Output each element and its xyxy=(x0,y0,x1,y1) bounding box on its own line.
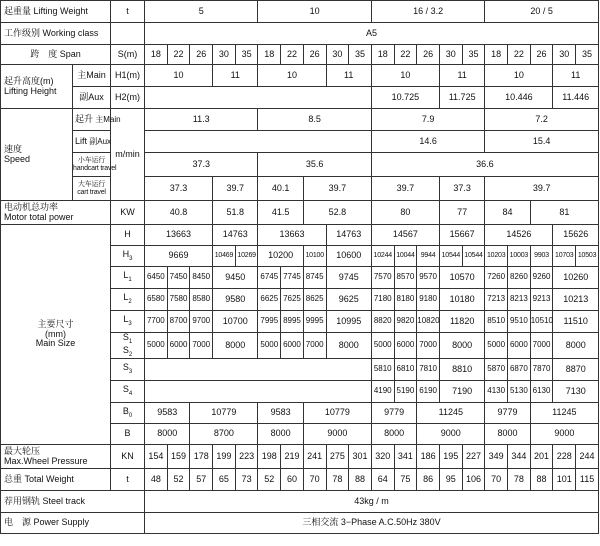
table-row xyxy=(1,225,599,246)
table-cell: 10100 xyxy=(303,246,326,267)
table-cell: 10544 xyxy=(462,246,485,267)
table-cell: 14763 xyxy=(213,225,258,246)
table-cell: 349 xyxy=(485,445,508,469)
row-label xyxy=(73,109,121,131)
table-cell xyxy=(145,381,372,403)
table-cell: 73 xyxy=(235,469,258,491)
table-cell: 7000 xyxy=(190,333,213,359)
table-cell: 7260 xyxy=(485,267,508,289)
table-cell: 10510 xyxy=(530,311,553,333)
table-cell: 78 xyxy=(508,469,531,491)
table-cell: 41.5 xyxy=(258,201,303,225)
table-cell: 35 xyxy=(576,45,599,65)
table-cell: 8700 xyxy=(190,424,258,445)
table-cell: 7580 xyxy=(167,289,190,311)
table-cell: 13663 xyxy=(258,225,326,246)
table-cell: 11.725 xyxy=(439,87,484,109)
table-cell: 主Main xyxy=(73,65,111,87)
table-cell: 70 xyxy=(485,469,508,491)
table-cell: 5190 xyxy=(394,381,417,403)
table-cell: 35 xyxy=(349,45,372,65)
table-cell: KW xyxy=(111,201,145,225)
table-cell: 95 xyxy=(439,469,462,491)
table-cell: 36.6 xyxy=(371,153,598,177)
table-cell: 60 xyxy=(281,469,304,491)
table-cell: 13663 xyxy=(145,225,213,246)
table-cell: 9903 xyxy=(530,246,553,267)
table-cell: 57 xyxy=(190,469,213,491)
row-label: 起重量 Lifting Weight xyxy=(1,1,111,23)
table-cell: 7213 xyxy=(485,289,508,311)
table-cell: KN xyxy=(111,445,145,469)
table-cell: 10200 xyxy=(258,246,303,267)
table-cell: 9213 xyxy=(530,289,553,311)
table-cell: 8213 xyxy=(508,289,531,311)
table-cell: 5000 xyxy=(258,333,281,359)
table-cell: 64 xyxy=(371,469,394,491)
table-cell: 88 xyxy=(349,469,372,491)
table-cell: 8700 xyxy=(167,311,190,333)
table-cell: 4190 xyxy=(371,381,394,403)
table-cell: 10003 xyxy=(508,246,531,267)
table-cell: 7625 xyxy=(281,289,304,311)
table-cell: S(m) xyxy=(111,45,145,65)
table-cell: 106 xyxy=(462,469,485,491)
table-cell: 115 xyxy=(576,469,599,491)
table-cell: 7810 xyxy=(417,359,440,381)
table-cell: H2(m) xyxy=(111,87,145,109)
table-cell: 10779 xyxy=(303,403,371,424)
table-cell: 10700 xyxy=(213,311,258,333)
table-cell: 52.8 xyxy=(303,201,371,225)
table-cell: 18 xyxy=(485,45,508,65)
table-cell: 5870 xyxy=(485,359,508,381)
table-cell: 5000 xyxy=(485,333,508,359)
table-cell: $H_3$ xyxy=(111,246,145,267)
table-cell: 9000 xyxy=(303,424,371,445)
table-cell: 10269 xyxy=(235,246,258,267)
table-row xyxy=(1,65,599,87)
table-cell: 14526 xyxy=(485,225,553,246)
table-cell: 159 xyxy=(167,445,190,469)
table-cell: 10260 xyxy=(553,267,599,289)
label-line: (mm) xyxy=(45,328,66,339)
table-cell: 9583 xyxy=(145,403,190,424)
table-cell: 178 xyxy=(190,445,213,469)
table-row xyxy=(1,445,599,469)
label-line: 最大轮压 xyxy=(4,446,41,457)
table-cell: 7.9 xyxy=(371,109,484,131)
table-cell: 7.2 xyxy=(485,109,599,131)
label-line: Speed xyxy=(4,153,31,164)
table-cell: 186 xyxy=(417,445,440,469)
row-label xyxy=(1,225,111,445)
table-cell: 84 xyxy=(485,201,530,225)
table-cell: t xyxy=(111,469,145,491)
table-cell: 301 xyxy=(349,445,372,469)
table-cell: 219 xyxy=(281,445,304,469)
label-line: 小车运行 xyxy=(77,157,106,165)
table-cell: 8260 xyxy=(508,267,531,289)
table-cell: 244 xyxy=(576,445,599,469)
table-cell: 6450 xyxy=(145,267,168,289)
table-cell: 7000 xyxy=(530,333,553,359)
label-line: 主Main xyxy=(93,114,121,124)
label-line: 电动机总功率 xyxy=(4,202,59,213)
table-cell: 6580 xyxy=(145,289,168,311)
table-cell: 11.446 xyxy=(553,87,599,109)
table-cell: 10 xyxy=(258,1,371,23)
table-cell: 26 xyxy=(303,45,326,65)
table-cell: 5000 xyxy=(371,333,394,359)
table-cell: 10 xyxy=(145,65,213,87)
row-label xyxy=(73,153,117,177)
table-cell: 9944 xyxy=(417,246,440,267)
table-cell: $S_3$ xyxy=(111,359,145,381)
table-cell: m/min xyxy=(111,109,145,201)
table-cell: 9625 xyxy=(326,289,371,311)
table-cell: 15667 xyxy=(439,225,484,246)
table-row xyxy=(1,23,599,45)
table-cell: 6625 xyxy=(258,289,281,311)
table-cell: 10600 xyxy=(326,246,371,267)
table-cell: 10544 xyxy=(439,246,462,267)
table-cell: 10180 xyxy=(439,289,484,311)
table-cell: 10703 xyxy=(553,246,576,267)
table-row xyxy=(1,45,599,65)
row-label xyxy=(73,131,111,153)
table-cell: 22 xyxy=(394,45,417,65)
table-cell: 6870 xyxy=(508,359,531,381)
table-cell: 11510 xyxy=(553,311,599,333)
table-cell: 88 xyxy=(530,469,553,491)
table-row xyxy=(1,109,599,131)
label-line: 副Aux xyxy=(87,136,112,146)
label-line: Motor total power xyxy=(4,211,74,222)
table-cell: 22 xyxy=(281,45,304,65)
table-cell: 6000 xyxy=(508,333,531,359)
label-line: Main Size xyxy=(35,338,76,349)
table-cell: 10 xyxy=(485,65,553,87)
table-cell: 8810 xyxy=(439,359,484,381)
table-cell: 198 xyxy=(258,445,281,469)
table-cell: 30 xyxy=(439,45,462,65)
table-cell: B xyxy=(111,424,145,445)
table-cell: $S_1$ $S_2$ xyxy=(111,333,145,359)
table-cell: 18 xyxy=(371,45,394,65)
table-cell: 6810 xyxy=(394,359,417,381)
table-cell: 10.725 xyxy=(371,87,439,109)
table-cell: 320 xyxy=(371,445,394,469)
table-cell: 6190 xyxy=(417,381,440,403)
table-cell: 241 xyxy=(303,445,326,469)
table-cell: 18 xyxy=(145,45,168,65)
label-line: cart travel xyxy=(77,188,106,196)
table-cell: 5130 xyxy=(508,381,531,403)
table-cell: $L_2$ xyxy=(111,289,145,311)
table-cell: 9700 xyxy=(190,311,213,333)
table-cell: 7995 xyxy=(258,311,281,333)
table-cell: 9995 xyxy=(303,311,326,333)
table-row xyxy=(1,201,599,225)
table-cell: 10820 xyxy=(417,311,440,333)
table-cell: 10995 xyxy=(326,311,371,333)
table-cell: 30 xyxy=(213,45,236,65)
table-cell: 16 / 3.2 xyxy=(371,1,484,23)
table-cell: 9180 xyxy=(417,289,440,311)
table-cell: 8000 xyxy=(439,333,484,359)
table-row xyxy=(1,87,599,109)
table-cell xyxy=(111,23,145,45)
table-cell: 39.7 xyxy=(303,177,371,201)
table-cell: 5 xyxy=(145,1,258,23)
row-label xyxy=(73,177,111,201)
table-cell: H1(m) xyxy=(111,65,145,87)
table-cell: 11245 xyxy=(530,403,598,424)
table-cell: 228 xyxy=(553,445,576,469)
table-cell: 35 xyxy=(235,45,258,65)
row-label: 电 源 Power Supply xyxy=(1,513,145,534)
table-cell: 9583 xyxy=(258,403,303,424)
label-line: Lift xyxy=(75,135,88,146)
table-cell: 7000 xyxy=(417,333,440,359)
table-row xyxy=(1,491,599,513)
table-cell: 22 xyxy=(508,45,531,65)
table-cell: 5810 xyxy=(371,359,394,381)
table-cell: 6745 xyxy=(258,267,281,289)
table-cell: 344 xyxy=(508,445,531,469)
table-cell: 副Aux xyxy=(73,87,111,109)
row-label: 工作级别 Working class xyxy=(1,23,111,45)
table-cell: $L_1$ xyxy=(111,267,145,289)
table-cell: 51.8 xyxy=(213,201,258,225)
table-cell: 8745 xyxy=(303,267,326,289)
table-cell: 10469 xyxy=(213,246,236,267)
table-cell: 65 xyxy=(213,469,236,491)
table-cell: 14763 xyxy=(326,225,371,246)
table-cell: 18 xyxy=(258,45,281,65)
row-label: 总重 Total Weight xyxy=(1,469,111,491)
table-cell: 9779 xyxy=(371,403,416,424)
table-cell: 37.3 xyxy=(145,153,258,177)
label-line: Max.Wheel Pressure xyxy=(4,455,88,466)
label-line: 主要尺寸 xyxy=(37,319,74,330)
table-row xyxy=(1,513,599,534)
table-cell: 11 xyxy=(439,65,484,87)
table-cell: $S_4$ xyxy=(111,381,145,403)
table-cell: 9745 xyxy=(326,267,371,289)
table-cell: 7190 xyxy=(439,381,484,403)
row-label xyxy=(1,445,111,469)
table-row xyxy=(1,153,599,177)
table-cell: 14567 xyxy=(371,225,439,246)
table-cell: 39.7 xyxy=(213,177,258,201)
table-cell: 8000 xyxy=(145,424,190,445)
table-cell: 8570 xyxy=(394,267,417,289)
label-line: 起升 xyxy=(75,113,94,124)
table-cell: 9820 xyxy=(394,311,417,333)
row-label xyxy=(1,109,73,201)
table-cell: H xyxy=(111,225,145,246)
table-cell: 227 xyxy=(462,445,485,469)
table-cell: 15626 xyxy=(553,225,599,246)
table-cell xyxy=(145,87,372,109)
row-label: 跨 度 Span xyxy=(1,45,111,65)
table-cell: 39.7 xyxy=(371,177,439,201)
table-cell: 39.7 xyxy=(485,177,599,201)
table-row xyxy=(1,177,599,201)
table-cell xyxy=(145,359,372,381)
table-cell: 86 xyxy=(417,469,440,491)
table-cell: 30 xyxy=(553,45,576,65)
table-cell: 7180 xyxy=(371,289,394,311)
table-cell: 8820 xyxy=(371,311,394,333)
table-cell: 11.3 xyxy=(145,109,258,131)
table-cell: 8180 xyxy=(394,289,417,311)
table-cell: 8000 xyxy=(485,424,530,445)
table-row xyxy=(1,1,599,23)
table-cell: 8000 xyxy=(326,333,371,359)
table-cell: 11245 xyxy=(417,403,485,424)
table-cell: 8.5 xyxy=(258,109,371,131)
table-cell: 70 xyxy=(303,469,326,491)
table-cell: 11 xyxy=(213,65,258,87)
row-label xyxy=(1,201,111,225)
table-cell: 10203 xyxy=(485,246,508,267)
table-cell: 8000 xyxy=(553,333,599,359)
label-line: 起升高度(m) xyxy=(4,76,54,87)
table-cell: 37.3 xyxy=(145,177,213,201)
table-cell xyxy=(145,131,372,153)
table-cell: 48 xyxy=(145,469,168,491)
table-cell: 8000 xyxy=(213,333,258,359)
table-cell: 10.446 xyxy=(485,87,553,109)
table-cell: 6000 xyxy=(281,333,304,359)
table-cell: 10044 xyxy=(394,246,417,267)
table-cell: 10 xyxy=(258,65,326,87)
table-cell: $L_3$ xyxy=(111,311,145,333)
table-cell: 223 xyxy=(235,445,258,469)
table-cell: 8580 xyxy=(190,289,213,311)
table-cell: 5000 xyxy=(145,333,168,359)
table-cell: 52 xyxy=(258,469,281,491)
table-cell: A5 xyxy=(145,23,599,45)
row-label xyxy=(1,65,73,109)
table-cell: 37.3 xyxy=(439,177,484,201)
table-cell: 275 xyxy=(326,445,349,469)
table-cell: 101 xyxy=(553,469,576,491)
table-cell: 8625 xyxy=(303,289,326,311)
table-cell: 7450 xyxy=(167,267,190,289)
table-cell: 8000 xyxy=(258,424,303,445)
table-cell: 199 xyxy=(213,445,236,469)
table-cell: 三相交流 3−Phase A.C.50Hz 380V xyxy=(145,513,599,534)
table-cell: 22 xyxy=(167,45,190,65)
table-cell: 80 xyxy=(371,201,439,225)
table-cell: 10244 xyxy=(371,246,394,267)
table-cell: $B_0$ xyxy=(111,403,145,424)
table-cell: 35 xyxy=(462,45,485,65)
table-cell: 15.4 xyxy=(485,131,599,153)
table-cell: 10 xyxy=(371,65,439,87)
row-label: 荐用钢轨 Steel track xyxy=(1,491,145,513)
table-cell: 78 xyxy=(326,469,349,491)
table-cell: 20 / 5 xyxy=(485,1,599,23)
label-line: 大车运行 xyxy=(77,181,106,189)
table-cell: 14.6 xyxy=(371,131,484,153)
table-cell: 201 xyxy=(530,445,553,469)
table-cell: 195 xyxy=(439,445,462,469)
table-row xyxy=(1,469,599,491)
table-cell: 4130 xyxy=(485,381,508,403)
label-line: handcart travel xyxy=(73,164,117,172)
table-cell: 26 xyxy=(417,45,440,65)
table-cell: 11 xyxy=(326,65,371,87)
table-cell: 9450 xyxy=(213,267,258,289)
table-cell: 7000 xyxy=(303,333,326,359)
table-cell: 7570 xyxy=(371,267,394,289)
table-cell: 9779 xyxy=(485,403,530,424)
table-cell: 26 xyxy=(190,45,213,65)
table-cell: 10213 xyxy=(553,289,599,311)
table-cell: 9669 xyxy=(145,246,213,267)
table-cell: 77 xyxy=(439,201,484,225)
table-cell: 26 xyxy=(530,45,553,65)
table-cell: 8995 xyxy=(281,311,304,333)
table-cell: 40.1 xyxy=(258,177,303,201)
table-cell: 81 xyxy=(530,201,598,225)
table-cell: 7700 xyxy=(145,311,168,333)
table-cell: 6000 xyxy=(167,333,190,359)
table-cell: t xyxy=(111,1,145,23)
table-cell: 10779 xyxy=(190,403,258,424)
table-cell: 7870 xyxy=(530,359,553,381)
table-cell: 8510 xyxy=(485,311,508,333)
table-cell: 9580 xyxy=(213,289,258,311)
table-cell: 30 xyxy=(326,45,349,65)
table-cell: 9000 xyxy=(530,424,598,445)
table-cell: 75 xyxy=(394,469,417,491)
table-cell: 8870 xyxy=(553,359,599,381)
table-cell: 341 xyxy=(394,445,417,469)
table-cell: 9000 xyxy=(417,424,485,445)
table-cell: 9260 xyxy=(530,267,553,289)
table-cell: 6000 xyxy=(394,333,417,359)
table-cell: 11 xyxy=(553,65,599,87)
table-cell: 11820 xyxy=(439,311,484,333)
table-cell: 6130 xyxy=(530,381,553,403)
table-row xyxy=(1,131,599,153)
table-cell: 7745 xyxy=(281,267,304,289)
table-cell: 8000 xyxy=(371,424,416,445)
label-line: Lifting Height xyxy=(4,85,57,96)
table-cell: 52 xyxy=(167,469,190,491)
table-cell: 9510 xyxy=(508,311,531,333)
table-cell: 8450 xyxy=(190,267,213,289)
table-cell: 35.6 xyxy=(258,153,371,177)
table-cell: 40.8 xyxy=(145,201,213,225)
table-cell: 9570 xyxy=(417,267,440,289)
label-line: 速度 xyxy=(4,144,23,155)
table-cell: 10503 xyxy=(576,246,599,267)
table-cell: 154 xyxy=(145,445,168,469)
table-cell: 43kg / m xyxy=(145,491,599,513)
table-cell: 10570 xyxy=(439,267,484,289)
table-cell: 7130 xyxy=(553,381,599,403)
